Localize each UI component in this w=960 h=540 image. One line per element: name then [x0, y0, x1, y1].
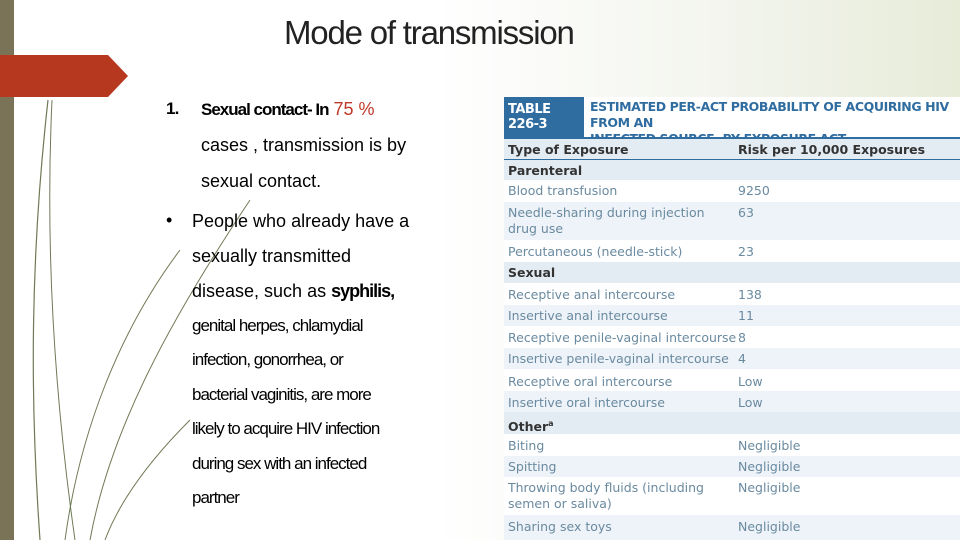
arrow-shape: [0, 55, 128, 97]
table-row: [504, 369, 960, 391]
row-exposure: Receptive oral intercourse: [508, 374, 673, 389]
list-number: 1.: [166, 99, 179, 118]
row-risk: 23: [738, 244, 754, 259]
row-risk: Negligible: [738, 519, 801, 534]
table-number: TABLE 226-3: [504, 97, 584, 137]
bullet-line-9: partner: [192, 488, 239, 507]
hiv-risk-table: [504, 97, 960, 540]
row-exposure: Spitting: [508, 459, 557, 474]
bullet-line-4: genital herpes, chlamydial: [192, 316, 363, 335]
bullet-line-1: People who already have a: [192, 211, 410, 231]
row-risk: 63: [738, 205, 754, 220]
percent-value: 75 %: [333, 99, 375, 119]
bullet-line-3: [192, 281, 394, 302]
row-risk: 11: [738, 308, 754, 323]
table-row: [504, 348, 960, 369]
row-risk: 8: [738, 330, 746, 345]
row-exposure-cont: semen or saliva): [508, 496, 612, 511]
row-exposure: Throwing body fluids (including: [508, 480, 704, 495]
point-1-line-3: sexual contact.: [201, 171, 322, 191]
row-risk: Negligible: [738, 438, 801, 453]
row-exposure: Insertive anal intercourse: [508, 308, 668, 323]
bullet-line-5: infection, gonorrhea, or: [192, 350, 343, 369]
row-exposure: Biting: [508, 438, 545, 453]
point-1-line-1: [201, 99, 375, 120]
section-label-text: Other: [508, 419, 549, 435]
bullet-line-7: likely to acquire HIV infection: [192, 419, 380, 438]
table-row: [504, 326, 960, 348]
table-row: [504, 283, 960, 305]
table-row: [504, 456, 960, 477]
table-title-line-1: ESTIMATED PER-ACT PROBABILITY OF ACQUIRING HIV FROM AN: [590, 99, 949, 130]
col-header-risk: Risk per 10,000 Exposures: [738, 142, 926, 157]
point-1-lead: Sexual contact- In: [201, 100, 329, 119]
row-risk: Low: [738, 395, 763, 410]
bullet-line-2: sexually transmitted: [192, 246, 352, 266]
row-exposure: Sharing sex toys: [508, 519, 612, 534]
section-label: Sexual: [508, 265, 556, 280]
table-row: [504, 477, 960, 515]
row-risk: Low: [738, 374, 763, 389]
row-exposure: Insertive oral intercourse: [508, 395, 665, 410]
section-parenteral: [504, 160, 960, 180]
row-risk: Negligible: [738, 459, 801, 474]
point-1-line-2: cases , transmission is by: [201, 135, 407, 155]
section-label: Parenteral: [508, 163, 583, 178]
row-risk: 9250: [738, 183, 770, 198]
bullet-line-6: bacterial vaginitis, are more: [192, 385, 371, 404]
section-sexual: [504, 262, 960, 283]
row-exposure: Needle-sharing during injection: [508, 205, 705, 220]
table-header-row: [504, 139, 960, 159]
section-label: [508, 416, 554, 434]
col-header-type: Type of Exposure: [508, 142, 629, 157]
row-exposure-cont: drug use: [508, 221, 564, 236]
table-row: [504, 305, 960, 326]
bullet-line-3-text: disease, such as: [192, 281, 327, 301]
slide-title: Mode of transmission: [284, 14, 574, 51]
row-exposure: Receptive anal intercourse: [508, 287, 676, 302]
footnote-marker: a: [548, 419, 554, 428]
row-exposure: Receptive penile-vaginal intercourse: [508, 330, 737, 345]
table-row: [504, 391, 960, 412]
row-risk: 4: [738, 351, 746, 366]
table-heading: [504, 97, 960, 137]
row-exposure: Insertive penile-vaginal intercourse: [508, 351, 729, 366]
row-exposure: Percutaneous (needle-stick): [508, 244, 683, 259]
bullet-symbol: •: [166, 210, 173, 230]
row-risk: Negligible: [738, 480, 801, 495]
bullet-line-8: during sex with an infected: [192, 454, 367, 473]
syphilis-word: syphilis,: [331, 281, 395, 301]
section-other: [504, 412, 960, 434]
table-row: [504, 240, 960, 262]
table-row: [504, 515, 960, 540]
row-risk: 138: [738, 287, 762, 302]
row-exposure: Blood transfusion: [508, 183, 618, 198]
table-row: [504, 202, 960, 240]
table-row: [504, 434, 960, 456]
table-row: [504, 180, 960, 202]
